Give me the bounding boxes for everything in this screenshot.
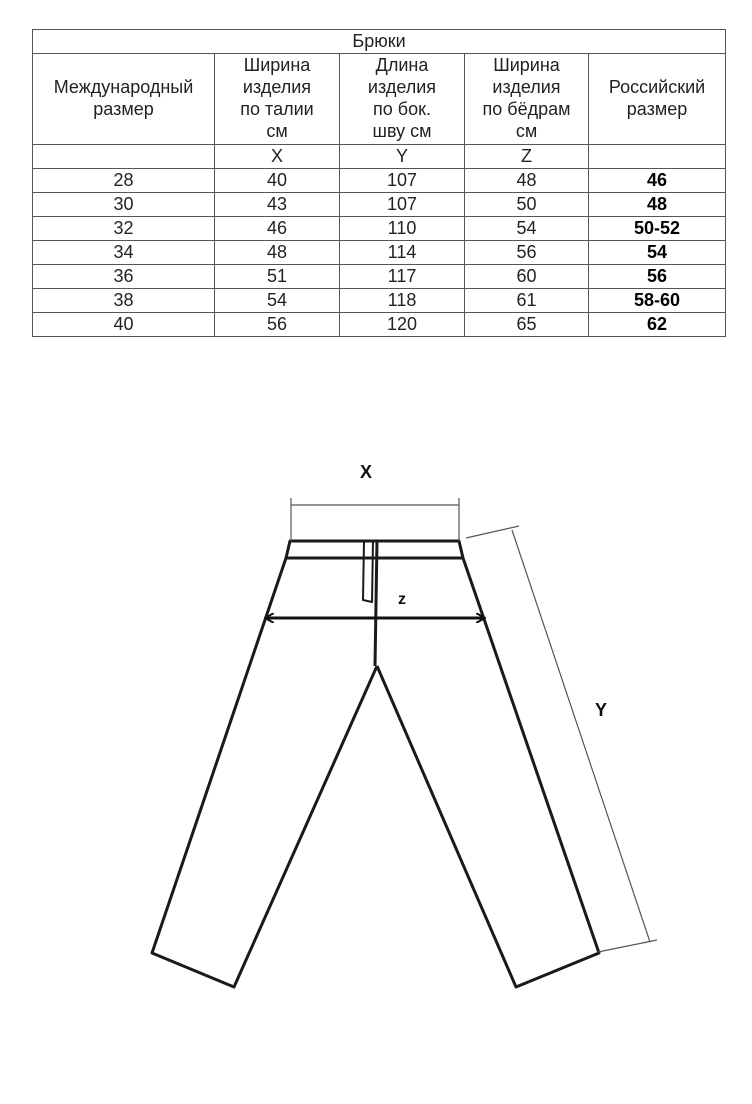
table-cell: 50 (465, 193, 589, 217)
table-cell: 40 (215, 169, 340, 193)
table-cell: 120 (340, 313, 465, 337)
label-x: X (359, 462, 373, 482)
table-cell: 54 (215, 289, 340, 313)
column-header-line: Международный (53, 77, 194, 98)
axis-letter-cell: X (215, 145, 340, 169)
table-cell: 28 (33, 169, 215, 193)
table-cell: 46 (215, 217, 340, 241)
table-cell: 56 (465, 241, 589, 265)
table-cell: 107 (340, 193, 465, 217)
table-row (33, 169, 726, 193)
table-cell: 58-60 (589, 289, 726, 313)
column-header-line: Ширина (243, 55, 311, 76)
label-z: z (398, 591, 406, 608)
table-row (33, 217, 726, 241)
table-cell: 48 (589, 193, 726, 217)
table-cell: 117 (340, 265, 465, 289)
table-cell: 114 (340, 241, 465, 265)
table-row (33, 289, 726, 313)
column-header-line: изделия (492, 77, 561, 98)
table-cell: 110 (340, 217, 465, 241)
table-cell: 46 (589, 169, 726, 193)
table-row (33, 241, 726, 265)
column-header-line: размер (626, 99, 688, 119)
column-header-1 (215, 54, 340, 145)
table-cell: 43 (215, 193, 340, 217)
table-cell: 38 (33, 289, 215, 313)
right-leg-outline (152, 558, 377, 987)
header-row (33, 54, 726, 145)
axis-letter-row (33, 145, 726, 169)
column-header-line: размер (93, 99, 154, 119)
table-cell: 56 (589, 265, 726, 289)
table-title: Брюки (33, 30, 726, 54)
column-header-line: изделия (242, 77, 312, 98)
column-header-line: Ширина (493, 55, 560, 76)
column-header-line: см (266, 120, 288, 141)
table-cell: 54 (589, 241, 726, 265)
axis-letter-cell: Y (340, 145, 465, 169)
table-cell: 30 (33, 193, 215, 217)
table-cell: 34 (33, 241, 215, 265)
table-cell: 36 (33, 265, 215, 289)
fly-placket (363, 541, 373, 602)
column-header-line: Российский (608, 77, 706, 98)
table-row (33, 313, 726, 337)
axis-letter-cell (589, 145, 726, 169)
table-cell: 50-52 (589, 217, 726, 241)
table-cell: 48 (215, 241, 340, 265)
table-cell: 118 (340, 289, 465, 313)
table-cell: 51 (215, 265, 340, 289)
table-cell: 54 (465, 217, 589, 241)
waist-dimension-x (291, 498, 459, 541)
column-header-line: по талии (240, 99, 314, 119)
column-header-line: изделия (367, 77, 437, 98)
table-row (33, 265, 726, 289)
column-header-3 (465, 54, 589, 145)
column-header-line: шву см (372, 120, 432, 141)
table-cell: 32 (33, 217, 215, 241)
table-cell: 107 (340, 169, 465, 193)
table-body (33, 169, 726, 337)
table-row (33, 193, 726, 217)
column-header-line: по бёдрам (482, 99, 571, 119)
table-cell: 65 (465, 313, 589, 337)
left-leg-outline (377, 558, 599, 987)
size-chart-table (32, 29, 726, 337)
column-header-4 (589, 54, 726, 145)
table-cell: 61 (465, 289, 589, 313)
axis-letter-cell (33, 145, 215, 169)
label-y: Y (594, 700, 608, 720)
column-header-line: Длина (375, 55, 429, 76)
table-cell: 48 (465, 169, 589, 193)
fly-seam (375, 541, 377, 666)
table-cell: 62 (589, 313, 726, 337)
trousers-outline (152, 541, 599, 987)
column-header-line: см (515, 120, 538, 141)
waistband (286, 541, 463, 558)
axis-letter-cell: Z (465, 145, 589, 169)
table-cell: 60 (465, 265, 589, 289)
length-dimension-y (466, 526, 657, 952)
column-header-line: по бок. (373, 99, 431, 119)
column-header-2 (340, 54, 465, 145)
table-cell: 56 (215, 313, 340, 337)
trousers-measurement-diagram (0, 440, 752, 1000)
column-header-0 (33, 54, 215, 145)
table-cell: 40 (33, 313, 215, 337)
